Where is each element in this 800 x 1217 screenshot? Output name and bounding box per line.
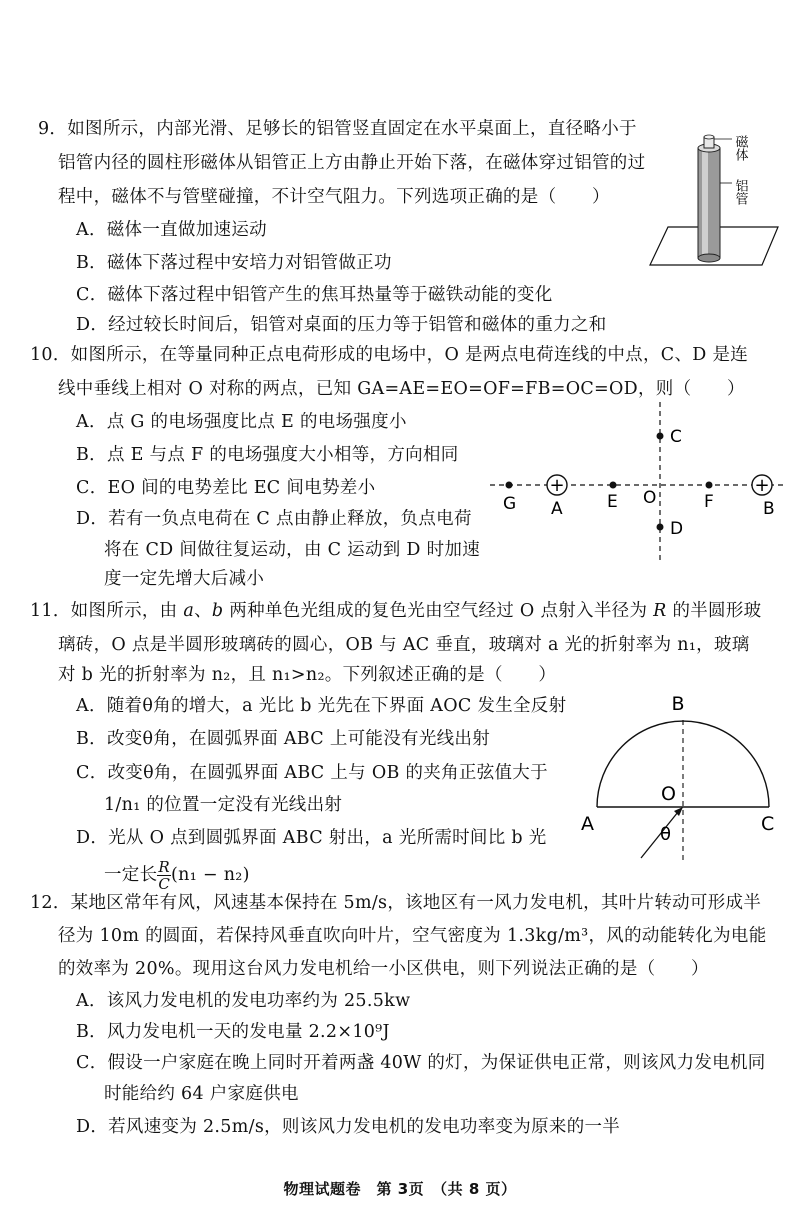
q11-option-d-line2 bbox=[104, 856, 250, 894]
q9-option-a: A．磁体一直做加速运动 bbox=[76, 220, 267, 240]
q11-option-d-line1: D．光从 O 点到圆弧界面 ABC 射出，a 光所需时间比 b 光 bbox=[76, 828, 547, 848]
q10-option-d-line1: D．若有一负点电荷在 C 点由静止释放，负点电荷 bbox=[76, 509, 472, 529]
q10-option-c: C．EO 间的电势差比 EC 间电势差小 bbox=[76, 478, 376, 498]
q11-figure-semicircle bbox=[575, 690, 790, 865]
aluminium-tube bbox=[698, 148, 720, 258]
q12-option-b: B．风力发电机一天的发电量 2.2×10⁹J bbox=[76, 1022, 390, 1042]
magnet-top bbox=[704, 135, 714, 139]
magnet-label: 磁体 bbox=[732, 135, 748, 161]
point-f bbox=[706, 482, 713, 489]
q11-stem-line3: 对 b 光的折射率为 n₂，且 n₁>n₂。下列叙述正确的是（ ） bbox=[58, 665, 557, 685]
q11-option-a: A．随着θ角的增大，a 光比 b 光先在下界面 AOC 发生全反射 bbox=[76, 696, 567, 716]
tube-highlight bbox=[702, 148, 708, 258]
q11-radius-r: R bbox=[653, 601, 667, 621]
q10-stem-line2: 线中垂线上相对 O 对称的两点，已知 GA=AE=EO=OF=FB=OC=OD，则（ ） bbox=[58, 379, 745, 399]
q11-option-c-line2: 1/n₁ 的位置一定没有光线出射 bbox=[104, 795, 343, 815]
label-a: A bbox=[581, 813, 594, 835]
q9-stem-line2: 铝管内径的圆柱形磁体从铝管正上方由静止开始下落，在磁体穿过铝管的过 bbox=[58, 153, 646, 173]
q11-stem-part: 两种单色光组成的复色光由空气经过 O 点射入半径为 bbox=[223, 601, 654, 621]
q10-option-b: B．点 E 与点 F 的电场强度大小相等，方向相同 bbox=[76, 445, 459, 465]
q11-stem-line2: 璃砖，O 点是半圆形玻璃砖的圆心，OB 与 AC 垂直，玻璃对 a 光的折射率为 n₁，玻璃 bbox=[58, 635, 750, 655]
q12-option-c-line1: C．假设一户家庭在晚上同时开着两盏 40W 的灯，为保证供电正常，则该风力发电机同 bbox=[76, 1053, 766, 1073]
label-o: O bbox=[661, 783, 676, 805]
label-d: D bbox=[670, 519, 684, 539]
q12-option-c-line2: 时能给约 64 户家庭供电 bbox=[104, 1084, 299, 1104]
q11-option-b: B．改变θ角，在圆弧界面 ABC 上可能没有光线出射 bbox=[76, 729, 491, 749]
label-g: G bbox=[503, 494, 517, 514]
q10-option-a: A．点 G 的电场强度比点 E 的电场强度小 bbox=[76, 412, 407, 432]
point-g bbox=[506, 482, 513, 489]
label-c: C bbox=[670, 427, 682, 447]
q9-stem-line3: 程中，磁体不与管壁碰撞，不计空气阻力。下列选项正确的是（ ） bbox=[58, 187, 610, 207]
q9-figure-tube-magnet bbox=[640, 115, 780, 275]
label-theta: θ bbox=[660, 824, 672, 845]
fraction-numerator: R bbox=[158, 858, 171, 876]
q11-d-prefix: 一定长 bbox=[104, 865, 158, 885]
q10-stem-line1: 10．如图所示，在等量同种正点电荷形成的电场中，O 是两点电荷连线的中点，C、D 是连 bbox=[30, 345, 749, 365]
fraction-denominator: C bbox=[158, 875, 171, 893]
label-e: E bbox=[607, 492, 618, 512]
label-a: A bbox=[551, 499, 563, 519]
label-b: B bbox=[671, 693, 685, 715]
q11-stem-part: 的半圆形玻 bbox=[666, 601, 762, 621]
q10-option-d-line2: 将在 CD 间做往复运动，由 C 运动到 D 时加速 bbox=[104, 540, 481, 560]
q9-stem-line1: 9．如图所示，内部光滑、足够长的铝管竖直固定在水平桌面上，直径略小于 bbox=[38, 119, 637, 139]
q9-option-b: B．磁体下落过程中安培力对铝管做正功 bbox=[76, 253, 392, 273]
q11-stem-part: 、 bbox=[194, 601, 212, 621]
q10-figure-charges bbox=[485, 400, 790, 565]
q11-option-c-line1: C．改变θ角，在圆弧界面 ABC 上与 OB 的夹角正弦值大于 bbox=[76, 763, 548, 783]
label-o: O bbox=[643, 488, 657, 508]
point-e bbox=[610, 482, 617, 489]
tube-bottom bbox=[698, 254, 720, 262]
q11-stem-line1 bbox=[30, 599, 761, 623]
q12-stem-line2: 径为 10m 的圆面，若保持风垂直吹向叶片，空气密度为 1.3kg/m³，风的动能转化为电能 bbox=[58, 926, 767, 946]
q12-option-d: D．若风速变为 2.5m/s，则该风力发电机的发电功率变为原来的一半 bbox=[76, 1117, 621, 1137]
label-f: F bbox=[704, 492, 714, 512]
tube-label: 铝管 bbox=[732, 179, 748, 205]
point-c bbox=[657, 433, 664, 440]
q10-option-d-line3: 度一定先增大后减小 bbox=[104, 569, 265, 589]
label-b: B bbox=[763, 499, 775, 519]
q11-fraction bbox=[157, 859, 171, 892]
q11-stem-part: 11．如图所示，由 bbox=[30, 601, 184, 621]
charge-a-sign: + bbox=[549, 475, 565, 496]
q11-d-suffix: (n₁ − n₂) bbox=[171, 865, 250, 885]
q11-light-a: a bbox=[183, 601, 195, 621]
charge-b-sign: + bbox=[754, 475, 770, 496]
q12-stem-line3: 的效率为 20%。现用这台风力发电机给一小区供电，则下列说法正确的是（ ） bbox=[58, 959, 709, 979]
q12-option-a: A．该风力发电机的发电功率约为 25.5kw bbox=[76, 991, 411, 1011]
point-d bbox=[657, 524, 664, 531]
label-c: C bbox=[761, 813, 775, 835]
page-footer: 物理试题卷 第 3页 （共 8 页） bbox=[283, 1180, 517, 1198]
q9-option-c: C．磁体下落过程中铝管产生的焦耳热量等于磁铁动能的变化 bbox=[76, 285, 553, 305]
q9-option-d: D．经过较长时间后，铝管对桌面的压力等于铝管和磁体的重力之和 bbox=[76, 315, 607, 335]
q11-light-b: b bbox=[211, 601, 224, 621]
q12-stem-line1: 12．某地区常年有风，风速基本保持在 5m/s，该地区有一风力发电机，其叶片转动可形成半 bbox=[30, 893, 762, 913]
